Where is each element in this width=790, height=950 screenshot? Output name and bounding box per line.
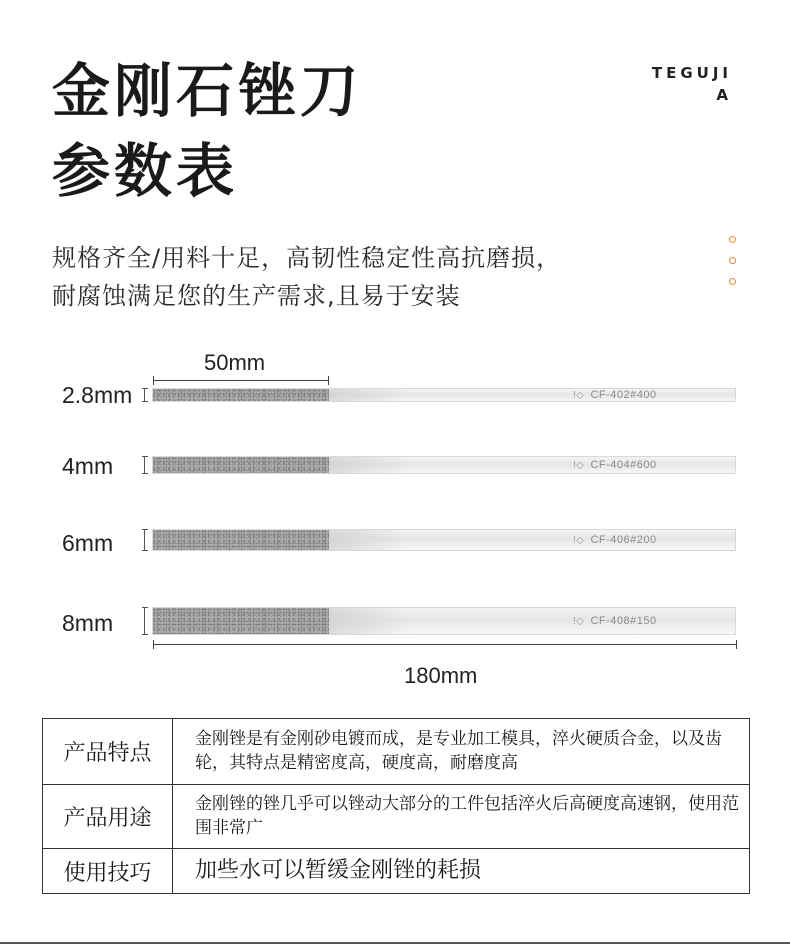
table-row-value: 金刚锉的锉几乎可以锉动大部分的工件包括淬火后高硬度高速钢，使用范围非常广	[195, 793, 739, 838]
model-number: CF-402#400	[590, 389, 657, 401]
diamond-file-blade	[152, 456, 736, 474]
diamond-file-blade	[152, 529, 736, 551]
table-row	[43, 785, 749, 849]
dimension-tick	[153, 640, 154, 649]
table-row-key: 产品特点	[43, 719, 173, 784]
orange-dot-icon	[729, 257, 736, 264]
total-length-label: 180mm	[404, 663, 478, 688]
table-row-key: 使用技巧	[43, 849, 173, 893]
blade-mark-icon: !◇	[573, 615, 585, 627]
diamond-grit-section	[153, 608, 329, 634]
dimension-tick	[328, 376, 329, 385]
dimension-tick	[736, 640, 737, 649]
page-title-line-2: 参数表	[52, 137, 239, 205]
diamond-file-blade	[152, 388, 736, 402]
brand-name-line-1: TEGUJI	[651, 64, 732, 82]
table-row	[43, 849, 749, 893]
table-row-value: 加些水可以暂缓金刚锉的耗损	[195, 857, 482, 883]
page-title-line-1: 金刚石锉刀	[52, 57, 363, 125]
model-marking	[573, 459, 657, 471]
file-size-label: 2.8mm	[62, 382, 133, 408]
dimension-tick	[153, 376, 154, 385]
model-number: CF-408#150	[590, 615, 657, 627]
diamond-grit-section	[153, 530, 329, 550]
bottom-divider	[0, 942, 790, 944]
model-marking	[573, 534, 657, 546]
orange-dot-icon	[729, 236, 736, 243]
table-row-value: 金刚锉是有金刚砂电镀而成，是专业加工模具，淬火硬质合金，以及齿轮，其特点是精密度高，硬度高，耐磨度高	[195, 728, 722, 773]
description-line-2: 耐腐蚀满足您的生产需求,且易于安装	[52, 282, 461, 310]
table-row-key: 产品用途	[43, 785, 173, 848]
grit-length-label: 50mm	[204, 350, 266, 375]
model-marking	[573, 389, 657, 401]
file-size-label: 6mm	[62, 530, 114, 556]
model-number: CF-404#600	[590, 459, 657, 471]
brand-name-line-2: A	[716, 86, 732, 104]
blade-mark-icon: !◇	[573, 459, 585, 471]
size-bracket	[142, 529, 148, 551]
spec-table	[42, 718, 750, 894]
size-bracket	[142, 456, 148, 474]
grit-length-line	[153, 380, 329, 381]
size-bracket	[142, 607, 148, 635]
total-length-line	[153, 644, 737, 645]
table-row	[43, 719, 749, 785]
file-size-label: 4mm	[62, 453, 114, 479]
diamond-file-blade	[152, 607, 736, 635]
blade-mark-icon: !◇	[573, 534, 585, 546]
size-bracket	[142, 388, 148, 402]
blade-mark-icon: !◇	[573, 389, 585, 401]
diamond-grit-section	[153, 457, 329, 473]
orange-dot-icon	[729, 278, 736, 285]
file-size-label: 8mm	[62, 610, 114, 636]
diamond-grit-section	[153, 389, 329, 401]
description-line-1: 规格齐全/用料十足，高韧性稳定性高抗磨损，	[52, 244, 562, 272]
model-number: CF-406#200	[590, 534, 657, 546]
model-marking	[573, 615, 657, 627]
